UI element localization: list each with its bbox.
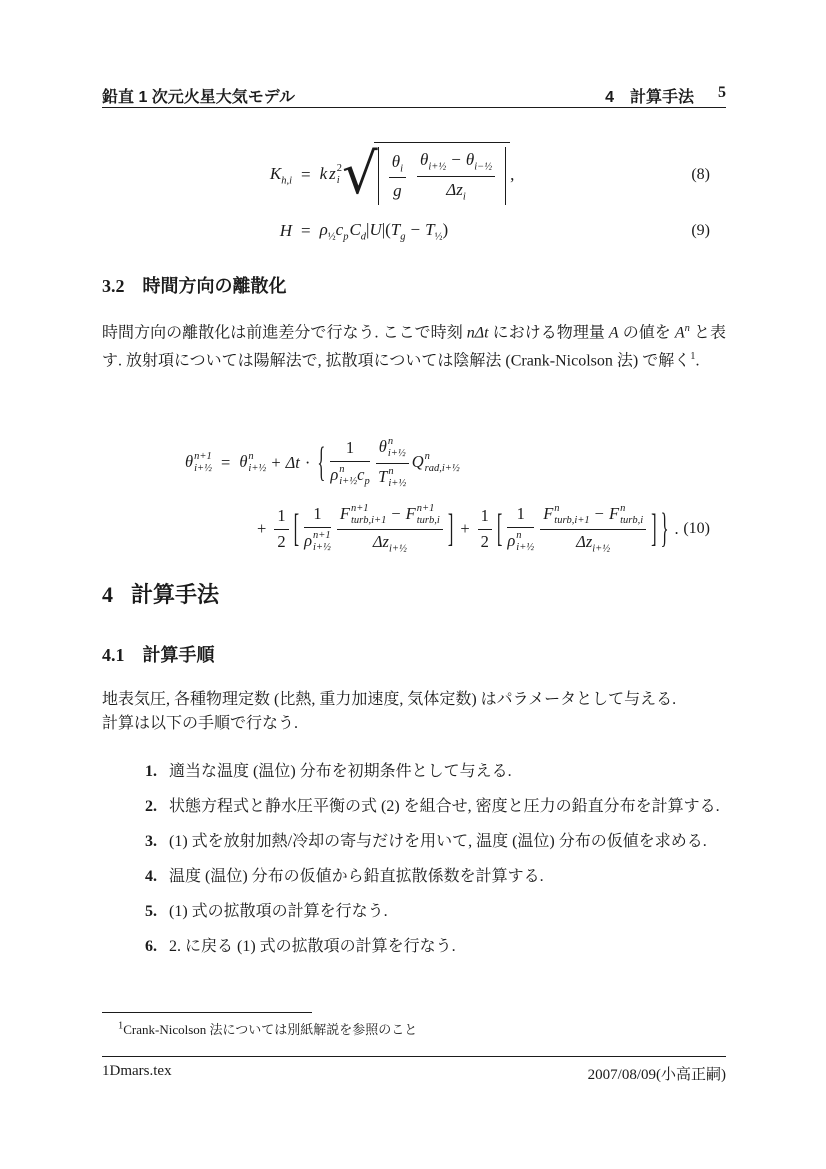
- section-number: 4: [102, 582, 113, 607]
- math-symbol: n: [620, 502, 626, 514]
- math-symbol: =: [221, 453, 231, 472]
- math-symbol: [: [496, 505, 503, 551]
- math-symbol: i: [462, 190, 466, 202]
- math-symbol: 1: [304, 504, 331, 528]
- math-symbol: H: [279, 221, 292, 240]
- math-symbol: n+1: [416, 502, 435, 514]
- paragraph-line: 地表気圧, 各種物理定数 (比熱, 重力加速度, 気体定数) はパラメータとして与える.: [102, 691, 677, 708]
- math-symbol: −: [451, 149, 461, 169]
- math-symbol: i: [336, 175, 340, 186]
- math-symbol: c: [357, 464, 365, 484]
- math-symbol: [417, 503, 440, 527]
- math-symbol: i+½: [592, 543, 611, 555]
- math-symbol: {: [317, 438, 326, 486]
- math-symbol: c: [335, 219, 344, 239]
- equation-10-line2: [102, 494, 726, 564]
- math-symbol: [320, 163, 342, 187]
- math-symbol: K: [269, 163, 282, 183]
- math-symbol: ρ: [330, 464, 339, 484]
- math-symbol: p: [343, 231, 349, 243]
- math-symbol: |: [381, 219, 386, 239]
- footnote-marker: 1: [690, 350, 696, 362]
- math-symbol: −: [594, 503, 604, 523]
- item-text: 温度 (温位) 分布の仮値から鉛直拡散係数を計算する.: [169, 868, 544, 885]
- heading-4: [102, 578, 219, 609]
- fraction: [417, 149, 495, 203]
- math-symbol: Q: [411, 451, 424, 471]
- fraction: [540, 503, 646, 556]
- math-symbol: ]: [447, 505, 454, 551]
- fraction: [330, 438, 369, 488]
- math-symbol: [304, 528, 331, 554]
- math-symbol: [388, 436, 406, 460]
- math-symbol: n: [554, 502, 560, 514]
- section-title: 時間方向の離散化: [142, 276, 287, 296]
- math-symbol: [248, 164, 292, 186]
- math-symbol: [540, 530, 646, 555]
- math-symbol: [507, 528, 534, 554]
- footnote: [102, 1019, 726, 1038]
- section-number: 4.1: [102, 645, 125, 665]
- item-number: 6.: [145, 938, 157, 955]
- section-title: 計算手順: [142, 645, 215, 665]
- math-symbol: Δz: [446, 179, 463, 199]
- math-symbol: n: [424, 450, 430, 462]
- math-symbol: g: [400, 231, 406, 243]
- text-fragment: 時間方向の離散化は前進差分で行なう. ここで時刻: [102, 324, 467, 342]
- page-footer: [102, 1063, 726, 1084]
- equation-9: [102, 212, 726, 250]
- list-item: [102, 901, 742, 923]
- header-page-number: 5: [718, 84, 726, 101]
- math-symbol: i+½: [339, 475, 358, 487]
- math-symbol: √: [342, 142, 378, 208]
- math-symbol: 2: [336, 162, 343, 174]
- math-symbol: [620, 503, 643, 527]
- math-symbol: n+1: [194, 450, 212, 462]
- math-symbol: .: [674, 519, 679, 538]
- math-symbol: T: [425, 219, 435, 239]
- math-symbol: n: [516, 529, 522, 541]
- math-symbol: k: [319, 163, 328, 183]
- text-fragment: と表す. 放射項については陽解法で, 拡散項については陰解法 (Crank-Nicolson 法) で解く: [102, 324, 726, 370]
- footnote-text: Crank-Nicolson 法については別紙解説を参照のこと: [123, 1022, 418, 1037]
- math-symbol: [376, 464, 409, 490]
- item-number: 5.: [145, 903, 157, 920]
- math-symbol: ): [442, 219, 449, 239]
- math-symbol: 1: [330, 438, 369, 462]
- item-number: 4.: [145, 868, 157, 885]
- equation-10-line1: [102, 432, 726, 494]
- footnote-marker: 1: [118, 1020, 124, 1032]
- equation-8: [102, 138, 726, 212]
- math-symbol: [417, 149, 495, 177]
- math-symbol: turb,i+1: [350, 514, 387, 526]
- item-number: 1.: [145, 763, 157, 780]
- equation-number: (9): [691, 222, 710, 239]
- math-symbol: =: [301, 221, 311, 240]
- math-symbol: [374, 142, 510, 208]
- section-number: 3.2: [102, 276, 125, 296]
- text-fragment: nΔt: [466, 324, 489, 342]
- math-symbol: Δz: [576, 531, 593, 551]
- math-symbol: ]: [651, 505, 657, 551]
- math-symbol: θ: [419, 149, 429, 169]
- item-number: 2.: [145, 798, 157, 815]
- math-symbol: [330, 462, 369, 488]
- math-symbol: n: [388, 465, 394, 477]
- header-title: 鉛直 1 次元火星大気モデル: [102, 89, 295, 106]
- text-fragment: n: [684, 323, 690, 334]
- math-symbol: −: [410, 219, 421, 239]
- math-symbol: [389, 151, 406, 179]
- equation-number: (10): [683, 520, 710, 537]
- math-symbol: i+½: [194, 463, 212, 474]
- math-symbol: U: [369, 219, 382, 239]
- math-symbol: p: [364, 475, 370, 487]
- math-symbol: [239, 451, 266, 475]
- fraction: [337, 503, 443, 556]
- math-symbol: ρ: [304, 530, 312, 550]
- math-symbol: ½: [434, 231, 443, 243]
- math-symbol: ½: [327, 231, 336, 243]
- math-symbol: n+1: [350, 502, 369, 514]
- math-symbol: Δt: [285, 453, 300, 472]
- equation-number: (8): [691, 166, 710, 183]
- text-fragment: A: [608, 324, 619, 342]
- math-symbol: i+½: [387, 448, 406, 460]
- list-item: [102, 936, 742, 958]
- math-symbol: F: [608, 503, 620, 523]
- math-symbol: −: [391, 503, 401, 523]
- heading-3-2: [102, 272, 287, 298]
- fraction: [376, 436, 409, 489]
- absolute-value: [378, 147, 506, 205]
- math-symbol: [337, 530, 443, 555]
- math-symbol: n: [387, 436, 394, 448]
- header-rule: [102, 107, 726, 108]
- math-symbol: θ: [239, 451, 248, 471]
- math-symbol: [: [293, 505, 300, 551]
- math-symbol: C: [349, 219, 361, 239]
- math-symbol: 1: [507, 504, 534, 528]
- header-section-page: [605, 84, 726, 107]
- math-symbol: [554, 503, 589, 527]
- math-symbol: θ: [378, 437, 387, 457]
- math-symbol: turb,i: [416, 514, 440, 526]
- math-symbol: d: [360, 231, 367, 243]
- text-fragment: .: [695, 352, 700, 370]
- text-fragment: における物理量: [488, 324, 609, 342]
- math-symbol: n: [248, 450, 254, 462]
- math-symbol: F: [543, 503, 554, 523]
- math-symbol: [337, 503, 443, 530]
- math-symbol: Δz: [372, 531, 389, 551]
- math-symbol: [339, 464, 357, 488]
- math-symbol: [516, 530, 534, 554]
- paragraph-line: 計算は以下の手順で行なう.: [102, 714, 299, 732]
- math-symbol: h,i: [281, 175, 292, 187]
- math-symbol: F: [339, 503, 350, 523]
- paragraph-3-2: [102, 317, 726, 373]
- math-symbol: i+½: [312, 541, 331, 553]
- fraction: [304, 504, 331, 554]
- math-symbol: θ: [185, 451, 194, 471]
- list-item: [102, 761, 742, 783]
- math-symbol: =: [301, 165, 311, 184]
- math-symbol: [376, 436, 409, 463]
- math-symbol: ρ: [319, 219, 328, 239]
- math-symbol: T: [390, 219, 401, 239]
- math-symbol: i+½: [428, 161, 447, 173]
- math-symbol: +: [460, 519, 470, 538]
- footer-date-author: 2007/08/09(小高正嗣): [587, 1067, 726, 1083]
- math-symbol: [248, 221, 292, 241]
- math-symbol: ·: [304, 453, 311, 472]
- math-symbol: i+½: [248, 463, 267, 474]
- list-item: [102, 831, 742, 853]
- math-symbol: [248, 451, 266, 475]
- math-symbol: [417, 177, 495, 204]
- square-root: [342, 142, 510, 208]
- math-symbol: 2: [277, 531, 286, 551]
- math-symbol: θ: [391, 151, 401, 171]
- math-symbol: [320, 220, 449, 242]
- math-symbol: [194, 451, 212, 475]
- text-fragment: A: [674, 324, 685, 342]
- math-symbol: [425, 451, 460, 475]
- math-symbol: [388, 466, 406, 490]
- math-symbol: g: [393, 181, 402, 201]
- fraction-half: [274, 506, 288, 552]
- procedure-list: [102, 761, 742, 971]
- math-symbol: 2: [480, 531, 489, 551]
- math-symbol: (: [385, 219, 391, 239]
- item-text: (1) 式の拡散項の計算を行なう.: [169, 903, 388, 920]
- item-text: 状態方程式と静水圧平衡の式 (2) を組合せ, 密度と圧力の鉛直分布を計算する.: [169, 798, 720, 815]
- math-symbol: 1: [274, 506, 288, 530]
- paragraph-4-1: [102, 688, 726, 735]
- fraction-half: [478, 506, 492, 552]
- math-symbol: i+½: [388, 477, 407, 489]
- math-symbol: n+1: [312, 529, 331, 541]
- math-symbol: |: [366, 219, 370, 239]
- math-symbol: [351, 503, 386, 527]
- item-text: 2. に戻る (1) 式の拡散項の計算を行なう.: [169, 938, 456, 955]
- item-text: (1) 式を放射加熱/冷却の寄与だけを用いて, 温度 (温位) 分布の仮値を求める.: [169, 833, 707, 850]
- math-symbol: θ: [465, 149, 475, 169]
- math-symbol: i+½: [516, 541, 535, 553]
- math-symbol: 1: [478, 506, 492, 530]
- text-fragment: の値を: [618, 324, 675, 342]
- math-symbol: z: [329, 163, 336, 183]
- math-symbol: [540, 503, 646, 530]
- footer-rule: [102, 1056, 726, 1057]
- header-section-label: 4 計算手法: [605, 89, 694, 106]
- item-number: 3.: [145, 833, 157, 850]
- math-symbol: turb,i+1: [554, 514, 590, 526]
- footer-filename: 1Dmars.tex: [102, 1063, 172, 1079]
- math-symbol: [160, 451, 212, 475]
- math-symbol: ρ: [507, 530, 516, 550]
- math-symbol: i: [400, 163, 403, 174]
- math-symbol: [412, 451, 460, 475]
- heading-4-1: [102, 641, 215, 667]
- math-symbol: rad,i+½: [424, 463, 460, 474]
- fraction: [507, 504, 534, 554]
- fraction: [389, 151, 406, 202]
- math-symbol: turb,i: [620, 514, 644, 526]
- list-item: [102, 796, 742, 818]
- math-symbol: +: [271, 453, 281, 472]
- list-item: [102, 866, 742, 888]
- math-symbol: T: [378, 466, 388, 486]
- math-symbol: [313, 530, 331, 554]
- footnote-rule: [102, 1012, 312, 1013]
- math-symbol: ,: [510, 165, 515, 184]
- math-symbol: i−½: [474, 161, 493, 173]
- section-title: 計算手法: [131, 582, 220, 607]
- math-symbol: +: [257, 519, 267, 538]
- math-symbol: }: [660, 504, 669, 552]
- math-symbol: n: [339, 463, 345, 475]
- item-text: 適当な温度 (温位) 分布を初期条件として与える.: [169, 763, 512, 780]
- math-symbol: i+½: [388, 543, 407, 555]
- page-header: [102, 84, 726, 107]
- math-symbol: F: [405, 503, 416, 523]
